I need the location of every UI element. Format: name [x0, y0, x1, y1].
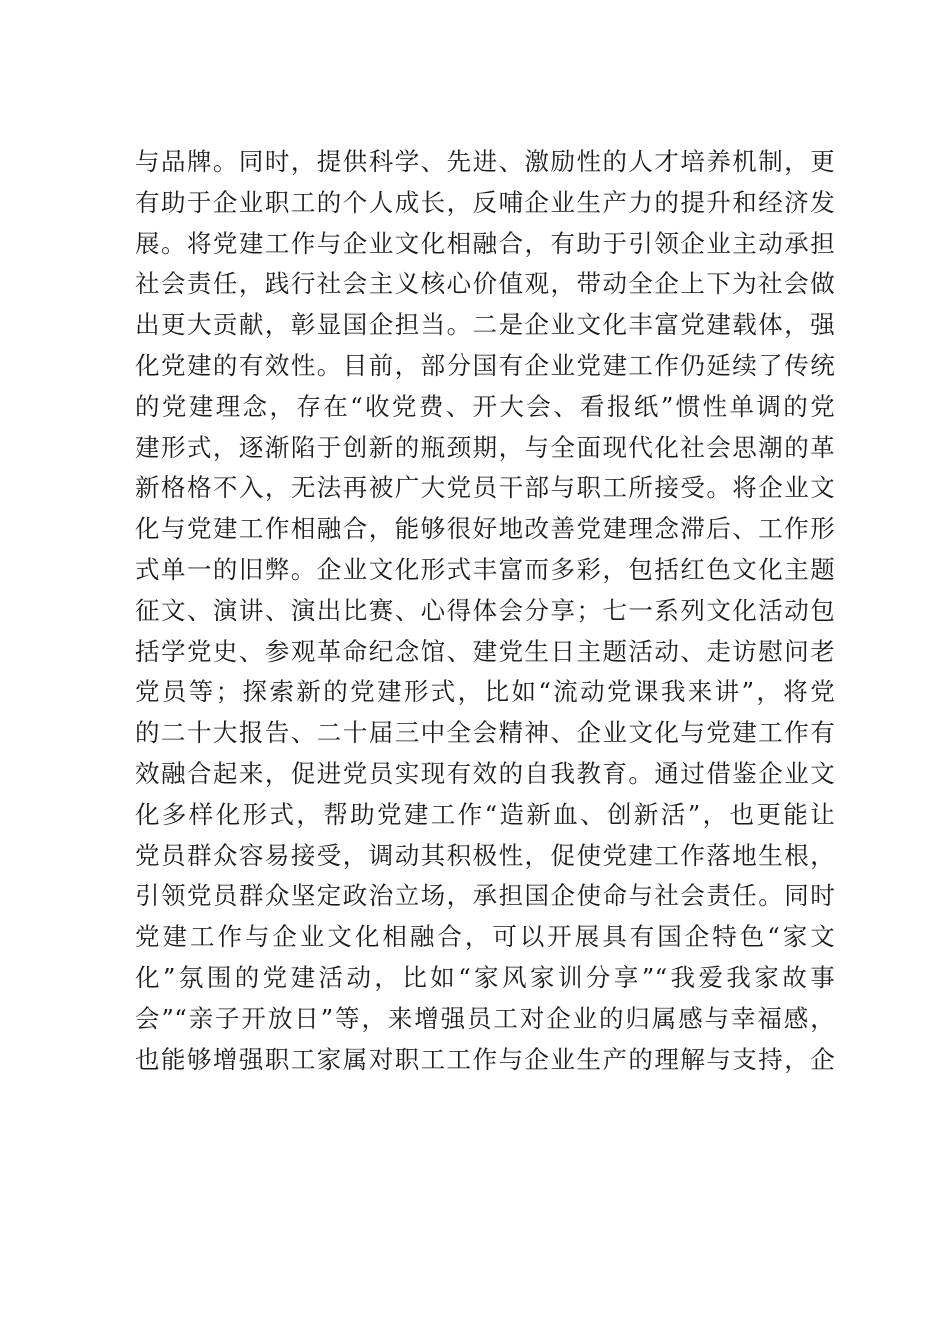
text-line-4: 社会责任，践行社会主义核心价值观，带动全企上下为社会做 — [135, 269, 835, 299]
text-line-15: 的二十大报告、二十届三中全会精神、企业文化与党建工作有 — [135, 718, 835, 748]
text-line-18: 党员群众容易接受，调动其积极性，促使党建工作落地生根， — [135, 840, 835, 870]
text-line-17: 化多样化形式，帮助党建工作“造新血、创新活”，也更能让 — [135, 799, 835, 829]
text-line-9: 新格格不入，无法再被广大党员干部与职工所接受。将企业文 — [135, 473, 835, 503]
text-line-3: 展。将党建工作与企业文化相融合，有助于引领企业主动承担 — [135, 228, 835, 258]
body-text — [135, 142, 835, 1080]
text-line-10: 化与党建工作相融合，能够很好地改善党建理念滞后、工作形 — [135, 514, 835, 544]
text-line-13: 括学党史、参观革命纪念馆、建党生日主题活动、走访慰问老 — [135, 636, 835, 666]
text-line-12: 征文、演讲、演出比赛、心得体会分享；七一系列文化活动包 — [135, 595, 835, 625]
text-line-19: 引领党员群众坚定政治立场，承担国企使命与社会责任。同时 — [135, 881, 835, 911]
text-line-6: 化党建的有效性。目前，部分国有企业党建工作仍延续了传统 — [135, 350, 835, 380]
text-line-23: 也能够增强职工家属对职工工作与企业生产的理解与支持，企 — [135, 1044, 835, 1074]
text-line-7: 的党建理念，存在“收党费、开大会、看报纸”惯性单调的党 — [135, 391, 835, 421]
text-line-2: 有助于企业职工的个人成长，反哺企业生产力的提升和经济发 — [135, 187, 835, 217]
text-line-5: 出更大贡献，彰显国企担当。二是企业文化丰富党建载体，强 — [135, 310, 835, 340]
text-line-21: 化”氛围的党建活动，比如“家风家训分享”“我爱我家故事 — [135, 962, 835, 992]
text-line-16: 效融合起来，促进党员实现有效的自我教育。通过借鉴企业文 — [135, 758, 835, 788]
text-line-8: 建形式，逐渐陷于创新的瓶颈期，与全面现代化社会思潮的革 — [135, 432, 835, 462]
text-line-1: 与品牌。同时，提供科学、先进、激励性的人才培养机制，更 — [135, 147, 835, 176]
text-line-11: 式单一的旧弊。企业文化形式丰富而多彩，包括红色文化主题 — [135, 554, 835, 584]
text-line-20: 党建工作与企业文化相融合，可以开展具有国企特色“家文 — [135, 922, 835, 952]
text-line-22: 会”“亲子开放日”等，来增强员工对企业的归属感与幸福感， — [135, 1003, 835, 1033]
text-line-14: 党员等；探索新的党建形式，比如“流动党课我来讲”，将党 — [135, 677, 835, 707]
